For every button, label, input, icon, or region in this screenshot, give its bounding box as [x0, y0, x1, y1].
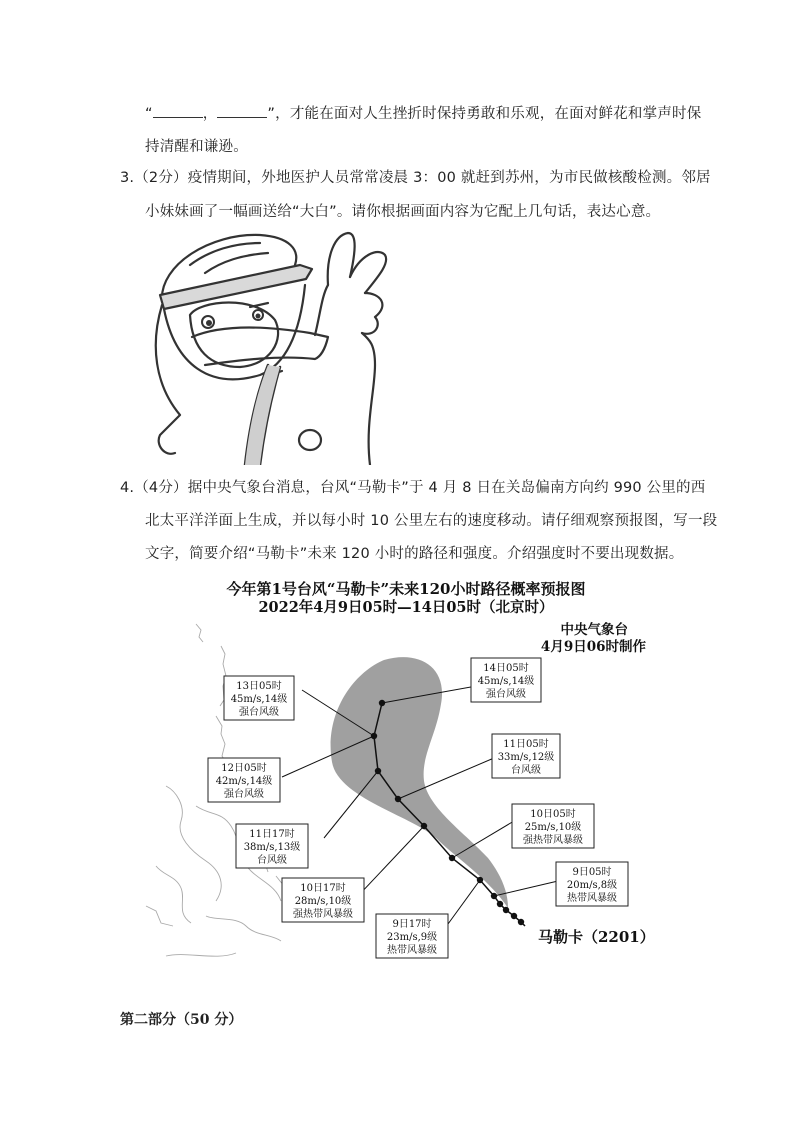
- comma: ，: [202, 106, 218, 122]
- q4-line-3: 文字，简要介绍“马勒卡”未来 120 小时的路径和强度。介绍强度时不要出现数据。: [145, 546, 684, 562]
- typhoon-name: 马勒卡（2201）: [538, 928, 655, 946]
- svg-text:热带风暴级: 热带风暴级: [567, 893, 617, 904]
- svg-text:10日17时: 10日17时: [300, 883, 346, 894]
- svg-text:12日05时: 12日05时: [221, 763, 267, 774]
- svg-text:强台风级: 强台风级: [486, 689, 526, 700]
- q3-line-2: 小妹妹画了一幅画送给“大白”。请你根据画面内容为它配上几句话，表达心意。: [145, 204, 661, 220]
- svg-text:45m/s,14级: 45m/s,14级: [230, 694, 288, 705]
- label-9d17: [376, 914, 448, 958]
- map-title: 今年第1号台风“马勒卡”未来120小时路径概率预报图: [226, 580, 586, 598]
- svg-text:14日05时: 14日05时: [483, 663, 529, 674]
- q4-line-2: 北太平洋洋面上生成，并以每小时 10 公里左右的速度移动。请仔细观察预报图，写一段: [145, 513, 718, 529]
- label-11d05: [492, 734, 560, 778]
- svg-text:25m/s,10级: 25m/s,10级: [524, 822, 582, 833]
- svg-text:强台风级: 强台风级: [224, 789, 264, 800]
- svg-text:台风级: 台风级: [257, 855, 287, 866]
- label-10d17: [282, 878, 364, 922]
- label-9d05: [556, 862, 628, 906]
- medical-worker-illustration: [150, 225, 420, 465]
- label-10d05: [512, 804, 594, 848]
- svg-text:10日05时: 10日05时: [530, 809, 576, 820]
- answer-blank-2[interactable]: [217, 105, 267, 118]
- issuer-name: 中央气象台: [560, 622, 628, 638]
- answer-blank-1[interactable]: [153, 105, 203, 118]
- svg-text:11日17时: 11日17时: [249, 829, 295, 840]
- svg-text:强热带风暴级: 强热带风暴级: [523, 835, 583, 846]
- svg-text:45m/s,14级: 45m/s,14级: [477, 676, 535, 687]
- svg-text:台风级: 台风级: [511, 765, 541, 776]
- svg-text:13日05时: 13日05时: [236, 681, 282, 692]
- q3-line-1: 3.（2分）疫情期间，外地医护人员常常凌晨 3：00 就赶到苏州，为市民做核酸检测。邻居: [120, 170, 711, 186]
- q2-line-1: [145, 102, 701, 123]
- label-11d17: [236, 824, 308, 868]
- svg-text:38m/s,13级: 38m/s,13级: [243, 842, 301, 853]
- issuer-date: 4月9日06时制作: [540, 639, 646, 655]
- section-two-heading: 第二部分（50 分）: [120, 1012, 243, 1028]
- svg-text:20m/s,8级: 20m/s,8级: [566, 880, 618, 891]
- q2-line-2: 持清醒和谦逊。: [145, 139, 248, 155]
- svg-text:强台风级: 强台风级: [239, 707, 279, 718]
- q4-line-1: 4.（4分）据中央气象台消息，台风“马勒卡”于 4 月 8 日在关岛偏南方向约 990 公里的西: [120, 480, 706, 496]
- svg-text:42m/s,14级: 42m/s,14级: [215, 776, 273, 787]
- svg-text:9日05时: 9日05时: [572, 867, 612, 878]
- q2-line-1-text: ”，才能在面对人生挫折时保持勇敢和乐观，在面对鲜花和掌声时保: [267, 106, 702, 122]
- svg-text:强热带风暴级: 强热带风暴级: [293, 909, 353, 920]
- svg-text:33m/s,12级: 33m/s,12级: [497, 752, 555, 763]
- label-12d05: [208, 758, 280, 802]
- svg-text:11日05时: 11日05时: [503, 739, 549, 750]
- typhoon-forecast-map: [136, 576, 676, 988]
- quote-open: “: [145, 106, 153, 122]
- map-subtitle: 2022年4月9日05时—14日05时（北京时）: [258, 599, 554, 616]
- svg-text:23m/s,9级: 23m/s,9级: [386, 932, 438, 943]
- label-13d05: [224, 676, 294, 720]
- svg-text:9日17时: 9日17时: [392, 919, 432, 930]
- svg-text:热带风暴级: 热带风暴级: [387, 945, 437, 956]
- svg-text:28m/s,10级: 28m/s,10级: [294, 896, 352, 907]
- label-14d05: [471, 658, 541, 702]
